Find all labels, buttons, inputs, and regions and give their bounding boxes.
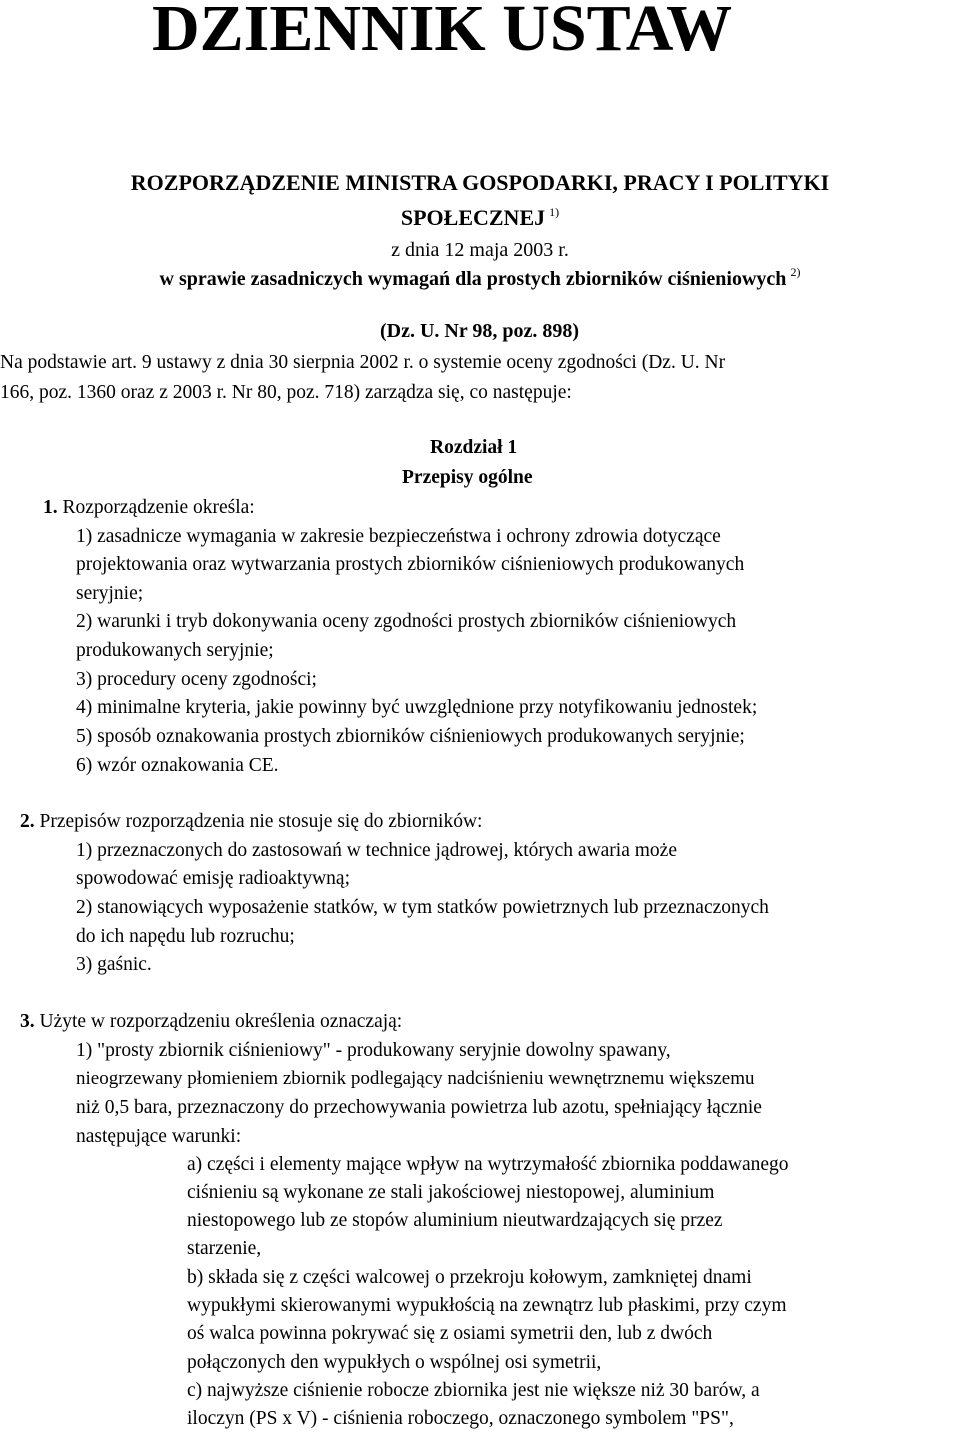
- section-3-subline: niestopowego lub ze stopów aluminium nieutwardzających się przez: [187, 1210, 723, 1231]
- chapter-name: Przepisy ogólne: [402, 467, 533, 488]
- footnote-marker-2[interactable]: 2): [790, 265, 801, 279]
- section-1-line: seryjnie;: [76, 583, 144, 604]
- section-3-subline: połączonych den wypukłych o wspólnej osi symetrii,: [187, 1352, 602, 1373]
- section-1-line: projektowania oraz wytwarzania prostych zbiorników ciśnieniowych produkowanych: [76, 554, 745, 575]
- chapter-number: Rozdział 1: [430, 437, 518, 458]
- journal-reference: (Dz. U. Nr 98, poz. 898): [380, 320, 580, 342]
- section-1-line: 6) wzór oznakowania CE.: [76, 755, 279, 776]
- section-3-subline: b) składa się z części walcowej o przekroju kołowym, zamkniętej dnami: [187, 1267, 752, 1288]
- footnote-marker-1[interactable]: 1): [549, 205, 560, 219]
- section-3-line: nieogrzewany płomieniem zbiornik podlegający nadciśnieniu wewnętrznemu większemu: [76, 1068, 755, 1089]
- section-2-number: 2.: [20, 811, 35, 832]
- section-2-line: do ich napędu lub rozruchu;: [76, 926, 295, 947]
- section-1-line: produkowanych seryjnie;: [76, 640, 274, 661]
- section-3-number: 3.: [20, 1011, 35, 1032]
- section-3-subline: oś walca powinna pokrywać się z osiami symetrii den, lub z dwóch: [187, 1323, 713, 1344]
- regulation-title-line2-text: SPOŁECZNEJ: [400, 205, 546, 230]
- section-3-line: następujące warunki:: [76, 1126, 242, 1147]
- masthead: DZIENNIK USTAW: [152, 0, 733, 65]
- regulation-date: z dnia 12 maja 2003 r.: [391, 239, 569, 261]
- section-3-subline: a) części i elementy mające wpływ na wytrzymałość zbiornika poddawanego: [187, 1154, 789, 1175]
- section-2-lead: Przepisów rozporządzenia nie stosuje się do zbiorników:: [39, 811, 483, 832]
- section-1-line: 1) zasadnicze wymagania w zakresie bezpieczeństwa i ochrony zdrowia dotyczące: [76, 526, 721, 547]
- section-3-heading: [0, 1010, 402, 1034]
- section-3-line: niż 0,5 bara, przeznaczony do przechowywania powietrza lub azotu, spełniający łącznie: [76, 1097, 762, 1118]
- section-2-line: 1) przeznaczonych do zastosowań w technice jądrowej, których awaria może: [76, 840, 677, 861]
- section-3-subline: starzenie,: [187, 1238, 262, 1259]
- section-1-lead: Rozporządzenie określa:: [62, 497, 255, 518]
- section-3-subline: iloczyn (PS x V) - ciśnienia roboczego, oznaczonego symbolem "PS",: [187, 1408, 734, 1429]
- section-1-heading: [0, 496, 255, 520]
- section-3-subline: wypukłymi skierowanymi wypukłością na zewnątrz lub płaskimi, przy czym: [187, 1295, 787, 1316]
- section-3-line: 1) "prosty zbiornik ciśnieniowy" - produkowany seryjnie dowolny spawany,: [76, 1040, 671, 1061]
- section-1-number: 1.: [43, 497, 58, 518]
- section-1-line: 2) warunki i tryb dokonywania oceny zgodności prostych zbiorników ciśnieniowych: [76, 611, 737, 632]
- section-2-line: spowodować emisję radioaktywną;: [76, 868, 351, 889]
- section-1-line: 5) sposób oznakowania prostych zbiorników ciśnieniowych produkowanych seryjnie;: [76, 726, 745, 747]
- section-2-line: 2) stanowiących wyposażenie statków, w tym statków powietrznych lub przeznaczonych: [76, 897, 769, 918]
- regulation-title-line2: [0, 205, 960, 231]
- section-1-line: 3) procedury oceny zgodności;: [76, 669, 317, 690]
- section-2-line: 3) gaśnic.: [76, 954, 152, 975]
- preamble-line-2: 166, poz. 1360 oraz z 2003 r. Nr 80, poz. 718) zarządza się, co następuje:: [0, 382, 572, 403]
- regulation-subject-text: w sprawie zasadniczych wymagań dla prostych zbiorników ciśnieniowych: [159, 268, 787, 290]
- regulation-title-line1: ROZPORZĄDZENIE MINISTRA GOSPODARKI, PRACY I POLITYKI: [130, 170, 830, 195]
- section-2-heading: [0, 810, 482, 834]
- section-3-subline: ciśnieniu są wykonane ze stali jakościowej niestopowej, aluminium: [187, 1182, 715, 1203]
- preamble-line-1: Na podstawie art. 9 ustawy z dnia 30 sierpnia 2002 r. o systemie oceny zgodności (Dz. U. Nr: [0, 352, 726, 373]
- section-1-line: 4) minimalne kryteria, jakie powinny być uwzględnione przy notyfikowaniu jednostek;: [76, 697, 758, 718]
- regulation-subject: [0, 265, 960, 291]
- section-3-lead: Użyte w rozporządzeniu określenia oznaczają:: [39, 1011, 403, 1032]
- section-3-subline: c) najwyższe ciśnienie robocze zbiornika jest nie większe niż 30 barów, a: [187, 1380, 760, 1401]
